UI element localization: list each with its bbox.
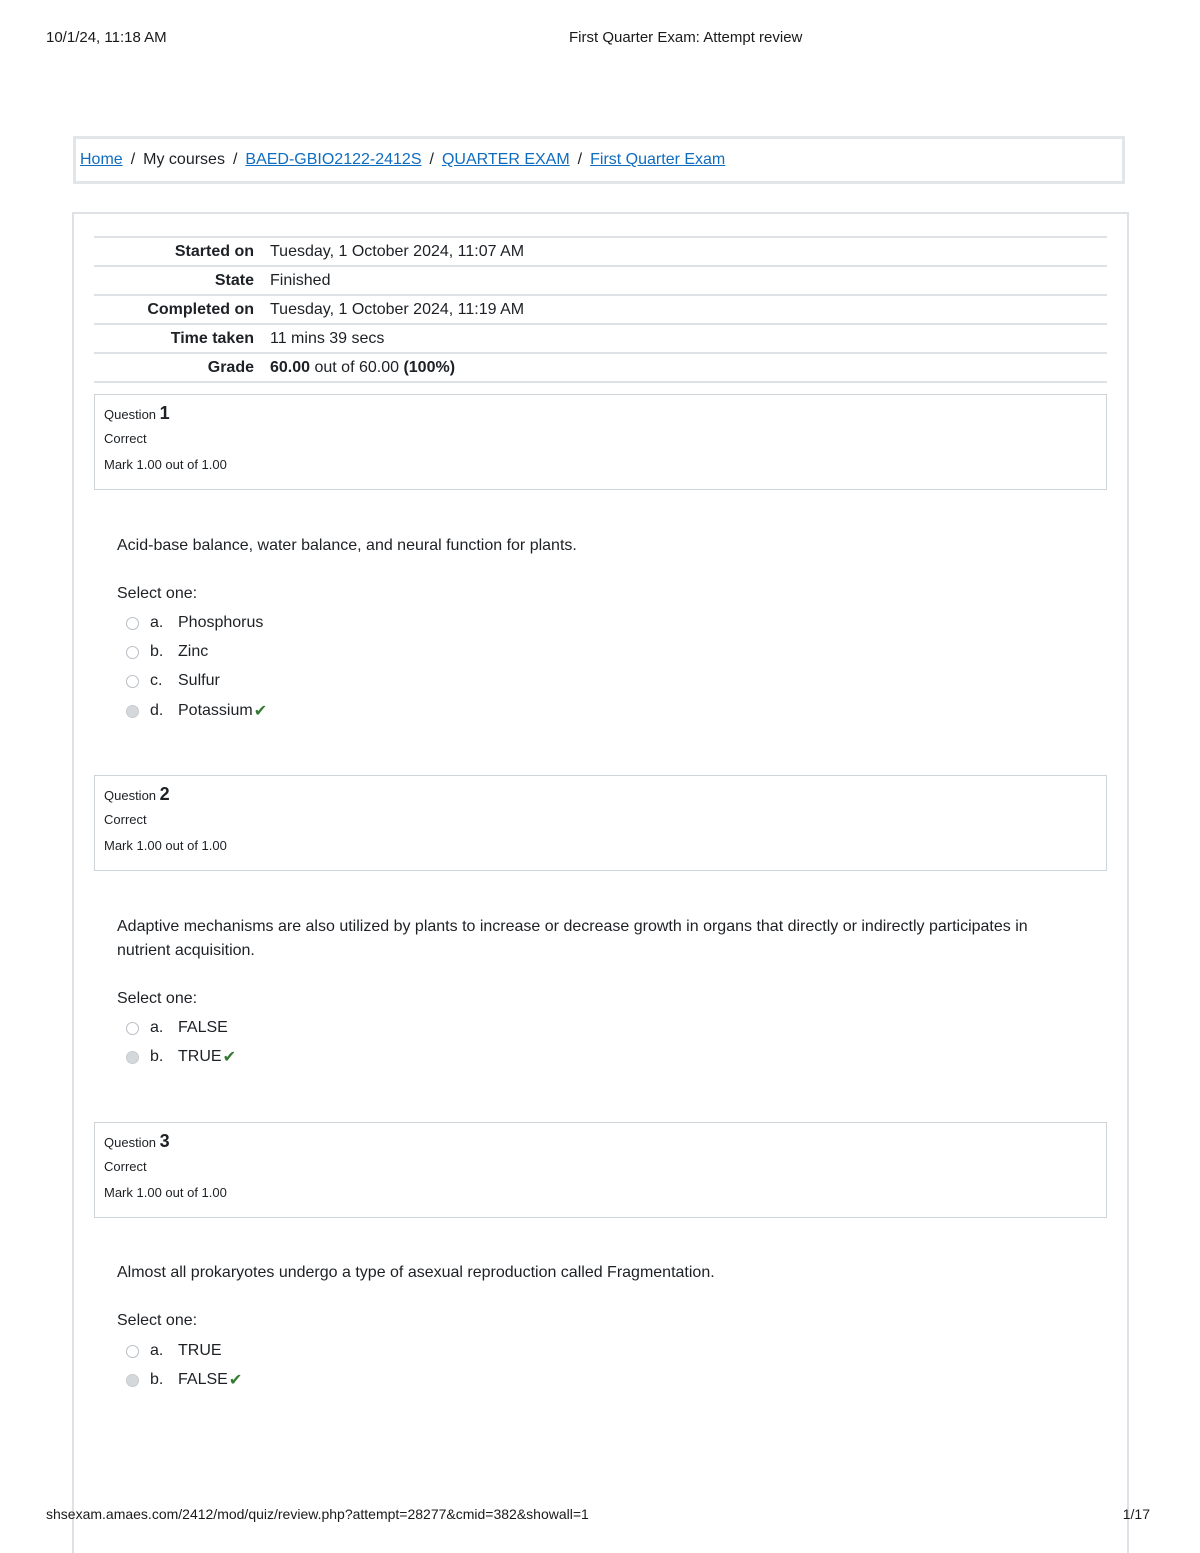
question-state: Correct xyxy=(104,1159,147,1174)
question-mark: Mark 1.00 out of 1.00 xyxy=(104,1185,227,1200)
select-one-prompt: Select one: xyxy=(117,990,198,1007)
summary-row xyxy=(94,324,1107,353)
attempt-summary-table xyxy=(94,236,1107,383)
answer-option-selected[interactable] xyxy=(126,1046,236,1068)
print-datetime: 10/1/24, 11:18 AM xyxy=(46,29,167,46)
question-text: Almost all prokaryotes undergo a type of asexual reproduction called Fragmentation. xyxy=(117,1264,715,1281)
summary-grade-value xyxy=(262,353,1107,382)
answer-option[interactable] xyxy=(126,612,263,634)
answer-text: Potassium xyxy=(178,702,253,719)
select-one-prompt: Select one: xyxy=(117,1312,198,1329)
question-mark: Mark 1.00 out of 1.00 xyxy=(104,457,227,472)
answer-letter: a. xyxy=(150,1342,164,1359)
select-one-prompt: Select one: xyxy=(117,585,198,602)
summary-label: Time taken xyxy=(170,329,254,347)
answer-text: FALSE xyxy=(178,1019,228,1036)
summary-value: Finished xyxy=(270,271,331,289)
answer-letter: d. xyxy=(150,702,164,719)
summary-row xyxy=(94,237,1107,266)
answer-radio-checked[interactable] xyxy=(126,705,139,718)
breadcrumb-separator: / xyxy=(130,151,136,168)
breadcrumb-separator: / xyxy=(429,151,434,168)
summary-label: Completed on xyxy=(147,300,254,318)
question-info-2 xyxy=(94,775,1107,871)
question-info-3 xyxy=(94,1122,1107,1218)
breadcrumb-separator: / xyxy=(232,151,238,168)
answer-text: Zinc xyxy=(178,643,209,660)
summary-label: Started on xyxy=(174,242,254,260)
print-page-number: 1/17 xyxy=(1122,1506,1150,1522)
question-state: Correct xyxy=(104,812,147,827)
breadcrumb-separator: / xyxy=(577,151,583,168)
answer-option-selected[interactable] xyxy=(126,700,267,722)
answer-radio[interactable] xyxy=(126,617,139,630)
answer-option[interactable] xyxy=(126,641,208,663)
print-page-title: First Quarter Exam: Attempt review xyxy=(569,29,803,46)
check-icon: ✔ xyxy=(222,1049,236,1066)
answer-text: TRUE xyxy=(178,1342,222,1359)
check-icon: ✔ xyxy=(253,703,268,720)
answer-letter: b. xyxy=(150,1048,164,1065)
answer-text: Phosphorus xyxy=(178,614,264,631)
question-text: Acid-base balance, water balance, and neural function for plants. xyxy=(117,537,577,554)
answer-option-selected[interactable] xyxy=(126,1369,242,1391)
answer-option[interactable] xyxy=(126,1340,222,1362)
answer-radio[interactable] xyxy=(126,646,139,659)
question-number: 1 xyxy=(159,403,170,423)
question-mark: Mark 1.00 out of 1.00 xyxy=(104,838,227,853)
check-icon: ✔ xyxy=(228,1372,243,1389)
answer-letter: b. xyxy=(150,643,164,660)
question-number: 2 xyxy=(159,784,170,804)
answer-radio[interactable] xyxy=(126,1022,139,1035)
question-label: Question xyxy=(104,1135,157,1150)
print-url: shsexam.amaes.com/2412/mod/quiz/review.php?attempt=28277&cmid=382&showall=1 xyxy=(46,1506,589,1522)
summary-label: Grade xyxy=(207,358,254,376)
breadcrumb-quiz-link[interactable]: First Quarter Exam xyxy=(590,151,726,168)
breadcrumb-home-link[interactable]: Home xyxy=(80,151,123,168)
breadcrumb-course-link[interactable]: BAED-GBIO2122-2412S xyxy=(245,151,422,168)
summary-row xyxy=(94,353,1107,382)
answer-letter: a. xyxy=(150,614,164,631)
question-text: Adaptive mechanisms are also utilized by plants to increase or decrease growth in organs that directly or indirectly participates in nutrient acquisition. xyxy=(117,918,1028,959)
answer-radio[interactable] xyxy=(126,675,139,688)
answer-letter: c. xyxy=(150,672,163,689)
question-label: Question xyxy=(104,407,157,422)
breadcrumb-section-link[interactable]: QUARTER EXAM xyxy=(441,151,570,168)
answer-option[interactable] xyxy=(126,670,220,692)
summary-row xyxy=(94,295,1107,324)
question-label: Question xyxy=(104,788,157,803)
question-info-1 xyxy=(94,394,1107,490)
breadcrumb xyxy=(73,136,1125,184)
print-header xyxy=(0,29,1200,49)
answer-radio-checked[interactable] xyxy=(126,1374,139,1387)
summary-label: State xyxy=(214,271,254,289)
question-state: Correct xyxy=(104,431,147,446)
answer-option[interactable] xyxy=(126,1017,228,1039)
answer-letter: a. xyxy=(150,1019,164,1036)
answer-radio[interactable] xyxy=(126,1345,139,1358)
summary-value: Tuesday, 1 October 2024, 11:07 AM xyxy=(270,242,525,260)
grade-out-of: out of 60.00 xyxy=(310,358,404,376)
grade-score: 60.00 xyxy=(270,358,311,376)
summary-value: 11 mins 39 secs xyxy=(270,329,385,347)
summary-value: Tuesday, 1 October 2024, 11:19 AM xyxy=(270,300,525,318)
answer-text: Sulfur xyxy=(178,672,220,689)
grade-percent: (100%) xyxy=(403,358,456,376)
answer-text: FALSE xyxy=(178,1371,228,1388)
answer-letter: b. xyxy=(150,1371,164,1388)
question-number: 3 xyxy=(159,1131,170,1151)
breadcrumb-my-courses: My courses xyxy=(143,151,225,168)
answer-radio-checked[interactable] xyxy=(126,1051,139,1064)
summary-row xyxy=(94,266,1107,295)
print-footer xyxy=(0,1506,1200,1526)
answer-text: TRUE xyxy=(178,1048,222,1065)
